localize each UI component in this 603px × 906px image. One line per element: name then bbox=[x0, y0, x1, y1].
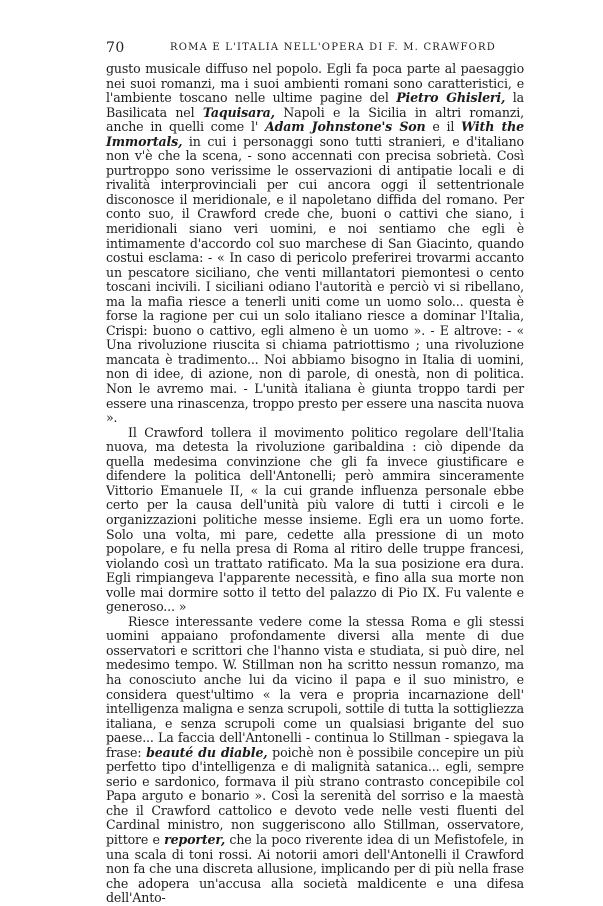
italic-phrase: reporter, bbox=[164, 831, 226, 847]
italic-title: Adam Johnstone's Son bbox=[264, 119, 426, 135]
text-run: gusto musicale diffuso nel popolo. Egli fa poca parte al paesaggio nei suoi romanzi, ma i suoi ambienti romani sono caratteristici, e l'ambiente toscano nelle ultime pagine del bbox=[106, 61, 524, 106]
body-text bbox=[106, 62, 524, 906]
text-run: Riesce interessante vedere come la stessa Roma e gli stessi uomini appaiano profondamente diversi alla mente di due osservatori e scrittori che l'hanno vista e studiata, si può dire, nel medesimo tempo. W. Stillman non ha scritto nessun romanzo, ma ha conosciuto anche lui da vicino il papa e il suo ministro, e considera quest'ultimo « la vera e propria incarnazione dell' intelligenza maligna e senza scrupoli, sottile di tutta la sottigliezza italiana, e senza scrupoli come un qualsiasi brigante del suo paese... La faccia dell'Antonelli - continua lo Stillman - spiegava la frase: bbox=[106, 613, 524, 760]
text-run: Napoli e la Sicilia in altri romanzi, anche in quelli come l' bbox=[106, 104, 524, 135]
page-header bbox=[106, 40, 524, 58]
page-number: 70 bbox=[106, 40, 125, 56]
running-title: ROMA E L'ITALIA NELL'OPERA DI F. M. CRAWFORD bbox=[170, 42, 496, 53]
paragraph bbox=[106, 426, 524, 615]
italic-title: Taquisara, bbox=[202, 104, 275, 120]
italic-title: With the Immortals, bbox=[106, 119, 524, 149]
text-run: la Basilicata nel bbox=[106, 90, 524, 120]
text-run: che la poco riverente idea di un Mefistofele, in una scala di toni rossi. Ai notorii amori dell'Antonelli il Crawford non fa che una discreta allusione, implicando per di più nella frase che adopera un'accusa alla società maldicente e una difesa dell'Anto- bbox=[106, 831, 524, 906]
italic-title: Pietro Ghisleri, bbox=[396, 90, 506, 106]
text-run: Il Crawford tollera il movimento politico regolare dell'Italia nuova, ma detesta la rivoluzione garibaldina : ciò dipende da quella medesima convinzione che gli fa invece giustificare e difendere la politica dell'Antonelli; però ammira sinceramente Vittorio Emanuele II, « la cui grande influenza personale ebbe certo per la causa dell'unità più valore di tutti i circoli e le organizzazioni politiche messe insieme. Egli era un uomo forte. Solo una volta, mi pare, cedette alla pressione di un moto popolare, e fu nella presa di Roma al ritiro delle truppe francesi, violando così un trattato ratificato. Ma la sua posizione era dura. Egli rimpiangeva l'apparente necessità, e fino alla sua morte non volle mai dormire sotto il tetto del palazzo di Pio IX. Fu valente e generoso... » bbox=[106, 424, 524, 615]
italic-phrase: beauté du diable, bbox=[146, 744, 268, 760]
text-run: in cui i personaggi sono tutti stranieri, e d'italiano non v'è che la scena, - sono accennati con precisa sobrietà. Così purtroppo sono verissime le osservazioni di antipatie locali e di rivalità interprovinciali per cui ancora oggi il settentrionale disconosce il meridionale, e il napoletano diffida del romano. Per conto suo, il Crawford crede che, buoni o cattivi che siano, i meridionali siano veri uomini, e noi sentiamo che egli è intimamente d'accordo col suo marchese di San Giacinto, quando costui esclama: - « In caso di pericolo preferirei trovarmi accanto un pescatore siciliano, che venti millantatori piemontesi o cento toscani incivili. I siciliani odiano l'autorità e perciò vi si ribellano, ma la mafia riesce a tenerli uniti come un uomo solo... questa è forse la ragione per cui un solo italiano riesce a dominar l'Italia, Crispi: buono o cattivo, egli almeno è un uomo ». - E altrove: - « Una rivoluzione riuscita si chiama patriottismo ; una rivoluzione mancata è tradimento... Noi abbiamo bisogno in Italia di uomini, non di idee, di azione, non di parole, di onestà, non di politica. Non le avremo mai. - L'unità italiana è giunta troppo tardi per essere una rinascenza, troppo presto per essere una nascita nuova ». bbox=[106, 133, 524, 426]
text-run: e il bbox=[425, 119, 462, 135]
text-run: poichè non è possibile concepire un più perfetto tipo d'intelligenza e di malignità satanica... egli, sempre serio e sardonico, formava il più strano contrasto concepibile col Papa arguto e bonario ». Così la serenità del sorriso e la maestà che il Crawford cattolico e devoto vede nelle vesti fluenti del Cardinal ministro, non suggeriscono allo Stillman, osservatore, pittore e bbox=[106, 744, 524, 847]
paragraph bbox=[106, 615, 524, 906]
paragraph bbox=[106, 62, 524, 426]
